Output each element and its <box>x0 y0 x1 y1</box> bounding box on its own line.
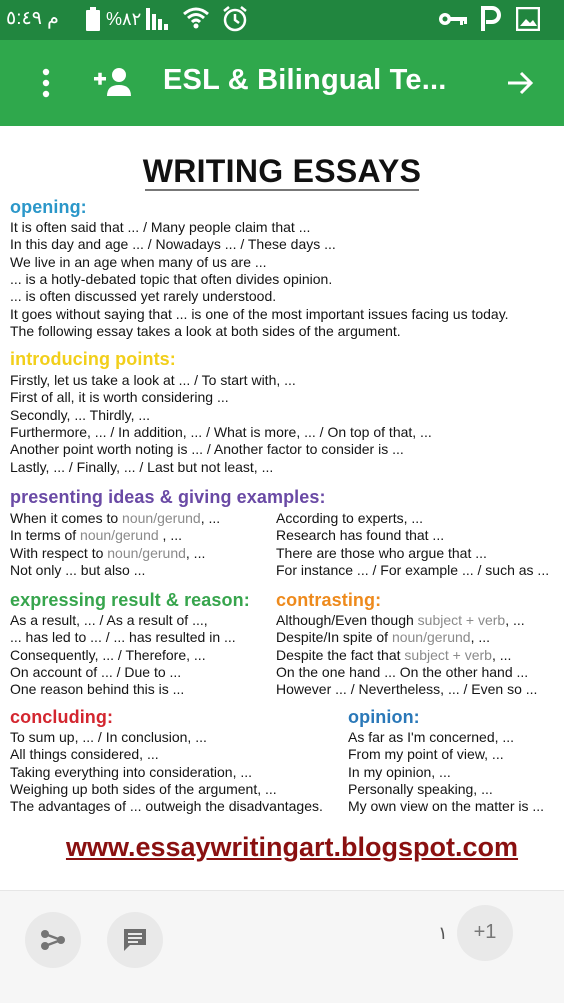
presenting-phrase: In terms of noun/gerund , ... <box>10 527 183 544</box>
app-bar <box>0 40 564 126</box>
introducing-phrase: Secondly, ... Thirdly, ... <box>10 406 151 423</box>
opening-phrase: ... is often discussed yet rarely understood. <box>10 288 277 305</box>
contrasting-phrase: Despite the fact that subject + verb, ... <box>276 646 512 663</box>
bottom-action-bar <box>0 890 564 1003</box>
contrasting-phrase: However ... / Nevertheless, ... / Even so ... <box>276 681 538 698</box>
arrow-forward-icon[interactable] <box>506 70 534 96</box>
concluding-phrase: All things considered, ... <box>10 746 159 763</box>
section-opinion-title: opinion: <box>348 707 420 727</box>
comment-icon <box>121 926 149 954</box>
result-phrase: One reason behind this is ... <box>10 681 185 698</box>
battery-percent: %٨٢ <box>106 9 142 29</box>
opinion-phrase: My own view on the matter is ... <box>348 798 545 815</box>
presenting-phrase: There are those who argue that ... <box>276 544 487 561</box>
opening-phrase: It is often said that ... / Many people claim that ... <box>10 219 311 235</box>
introducing-phrase: Another point worth noting is ... / Another factor to consider is ... <box>10 441 404 458</box>
result-phrase: On account of ... / Due to ... <box>10 663 182 680</box>
wifi-icon <box>182 5 210 31</box>
share-icon <box>39 926 67 954</box>
presenting-phrase: Research has found that ... <box>276 527 445 544</box>
section-contrasting-title: contrasting: <box>276 590 382 610</box>
source-url[interactable]: www.essaywritingart.blogspot.com <box>65 832 519 862</box>
result-phrase: Consequently, ... / Therefore, ... <box>10 646 206 663</box>
image-icon <box>516 7 540 31</box>
contrasting-phrase: Despite/In spite of noun/gerund, ... <box>276 629 491 646</box>
presenting-phrase: Not only ... but also ... <box>10 561 146 578</box>
opening-phrase: It goes without saying that ... is one of the most important issues facing us today. <box>10 305 509 322</box>
plus-one-button[interactable] <box>457 905 513 961</box>
result-phrase: ... has led to ... / ... has resulted in ... <box>10 629 236 646</box>
section-presenting-title: presenting ideas & giving examples: <box>10 487 326 507</box>
opening-phrase: The following essay takes a look at both sides of the argument. <box>10 322 401 339</box>
presenting-phrase: When it comes to noun/gerund, ... <box>10 510 221 526</box>
share-button[interactable] <box>25 912 81 968</box>
battery-icon <box>86 7 100 31</box>
status-bar <box>0 0 564 40</box>
key-icon <box>438 11 468 27</box>
plus-one-count: ١ <box>438 923 448 943</box>
heading-underline <box>145 189 419 191</box>
section-introducing-title: introducing points: <box>10 349 176 369</box>
introducing-phrase: Firstly, let us take a look at ... / To start with, ... <box>10 372 296 388</box>
concluding-phrase: To sum up, ... / In conclusion, ... <box>10 729 207 745</box>
alarm-icon <box>222 5 248 33</box>
introducing-phrase: Lastly, ... / Finally, ... / Last but not least, ... <box>10 458 274 475</box>
opinion-phrase: From my point of view, ... <box>348 746 504 763</box>
section-result-title: expressing result & reason: <box>10 590 250 610</box>
more-vert-icon[interactable] <box>38 68 54 98</box>
comment-button[interactable] <box>107 912 163 968</box>
opening-phrase: We live in an age when many of us are ... <box>10 253 267 270</box>
plus-one-label: +1 <box>473 921 497 943</box>
opinion-phrase: As far as I'm concerned, ... <box>348 729 515 745</box>
concluding-phrase: Taking everything into consideration, ... <box>10 763 253 780</box>
introducing-phrase: First of all, it is worth considering ... <box>10 389 229 406</box>
section-opening-title: opening: <box>10 197 87 217</box>
result-phrase: As a result, ... / As a result of ..., <box>10 612 208 628</box>
p-icon <box>480 5 502 33</box>
concluding-phrase: The advantages of ... outweigh the disadvantages. <box>10 798 323 815</box>
poster-heading: WRITING ESSAYS <box>142 153 422 189</box>
opening-phrase: ... is a hotly-debated topic that often divides opinion. <box>10 270 333 287</box>
presenting-phrase: According to experts, ... <box>276 510 424 526</box>
add-person-icon[interactable] <box>94 66 132 98</box>
signal-icon <box>146 8 170 30</box>
contrasting-phrase: Although/Even though subject + verb, ... <box>276 612 525 628</box>
presenting-phrase: For instance ... / For example ... / such as ... <box>276 561 550 578</box>
section-concluding-title: concluding: <box>10 707 114 727</box>
page-title: ESL & Bilingual Te... <box>163 64 447 96</box>
opinion-phrase: Personally speaking, ... <box>348 780 493 797</box>
introducing-phrase: Furthermore, ... / In addition, ... / What is more, ... / On top of that, ... <box>10 423 432 440</box>
opinion-phrase: In my opinion, ... <box>348 763 451 780</box>
contrasting-phrase: On the one hand ... On the other hand ... <box>276 663 529 680</box>
status-time: م ٥:٤٩ <box>6 8 59 29</box>
opening-phrase: In this day and age ... / Nowadays ... / These days ... <box>10 236 336 253</box>
presenting-phrase: With respect to noun/gerund, ... <box>10 544 206 561</box>
post-image <box>0 126 564 890</box>
concluding-phrase: Weighing up both sides of the argument, ... <box>10 780 277 797</box>
